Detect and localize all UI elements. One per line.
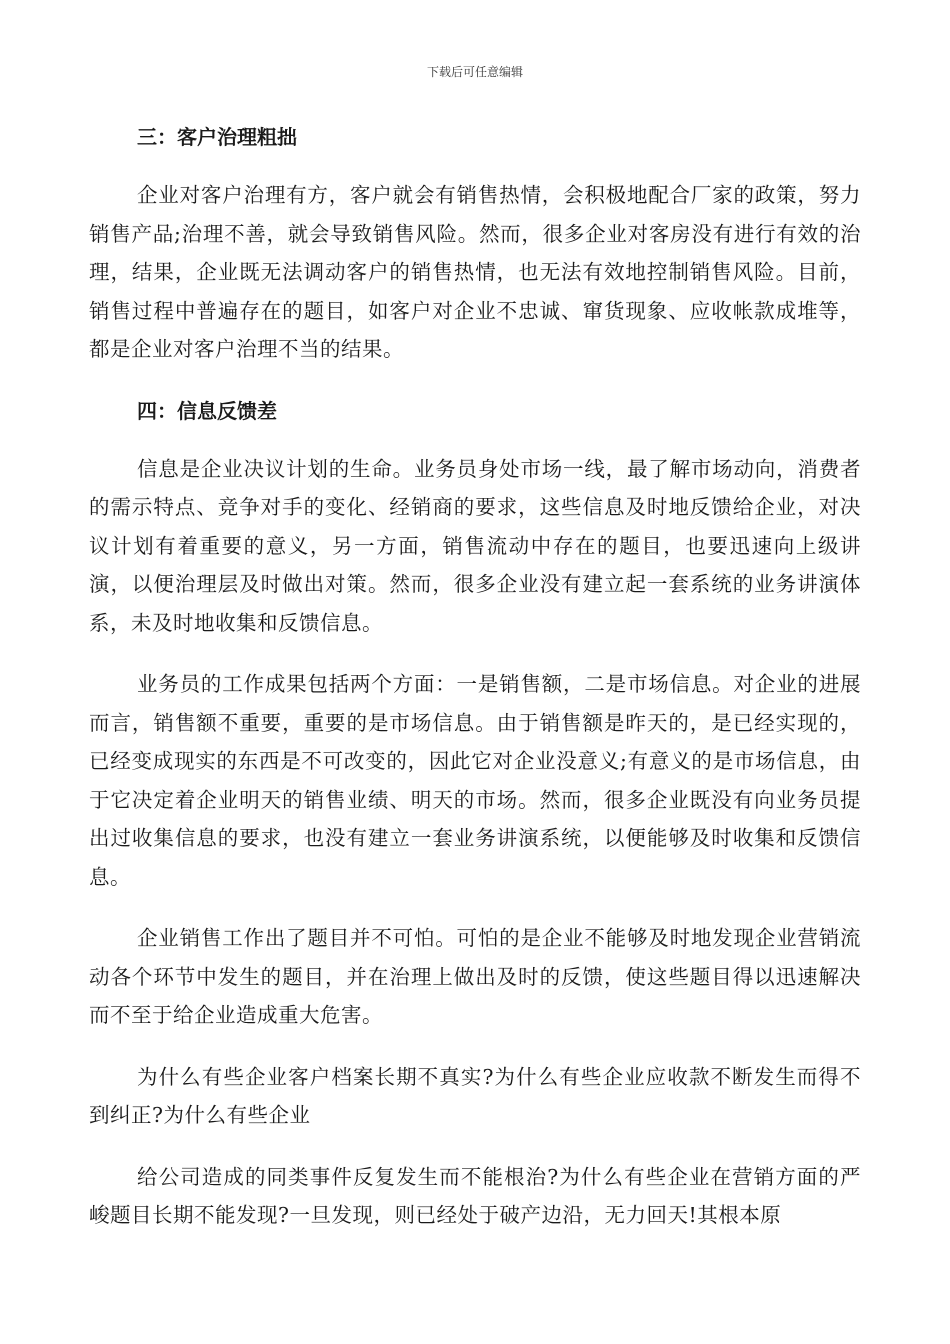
paragraph: 给公司造成的同类事件反复发生而不能根治?为什么有些企业在营销方面的严峻题目长期不能发现?一旦发现，则已经处于破产边沿，无力回天!其根本原 bbox=[89, 1164, 861, 1227]
paragraph: 企业销售工作出了题目并不可怕。可怕的是企业不能够及时地发现企业营销流动各个环节中发生的题目，并在治理上做出及时的反馈，使这些题目得以迅速解决而不至于给企业造成重大危害。 bbox=[89, 926, 861, 1027]
section-heading-4: 四：信息反馈差 bbox=[137, 398, 277, 423]
section-heading-3: 三：客户治理粗拙 bbox=[137, 125, 297, 149]
document-body bbox=[89, 118, 861, 1235]
page-header: 下载后可任意编辑 bbox=[426, 65, 523, 79]
paragraph: 为什么有些企业客户档案长期不真实?为什么有些企业应收款不断发生而得不到纠正?为什么有些企业 bbox=[89, 1064, 861, 1127]
paragraph: 业务员的工作成果包括两个方面：一是销售额，二是市场信息。对企业的进展而言，销售额不重要，重要的是市场信息。由于销售额是昨天的，是已经实现的，已经变成现实的东西是不可改变的，因此它对企业没意义;有意义的是市场信息，由于它决定着企业明天的销售业绩、明天的市场。然而，很多企业既没有向业务员提出过收集信息的要求，也没有建立一套业务讲演系统，以便能够及时收集和反馈信息。 bbox=[89, 672, 861, 889]
paragraph: 信息是企业决议计划的生命。业务员身处市场一线，最了解市场动向，消费者的需示特点、竞争对手的变化、经销商的要求，这些信息及时地反馈给企业，对决议计划有着重要的意义，另一方面，销售流动中存在的题目，也要迅速向上级讲演，以便治理层及时做出对策。然而，很多企业没有建立起一套系统的业务讲演体系，未及时地收集和反馈信息。 bbox=[89, 456, 861, 635]
paragraph: 企业对客户治理有方，客户就会有销售热情，会积极地配合厂家的政策，努力销售产品;治理不善，就会导致销售风险。然而，很多企业对客房没有进行有效的治理，结果，企业既无法调动客户的销售热情，也无法有效地控制销售风险。目前，销售过程中普遍存在的题目，如客户对企业不忠诚、窜货现象、应收帐款成堆等，都是企业对客户治理不当的结果。 bbox=[89, 183, 861, 361]
